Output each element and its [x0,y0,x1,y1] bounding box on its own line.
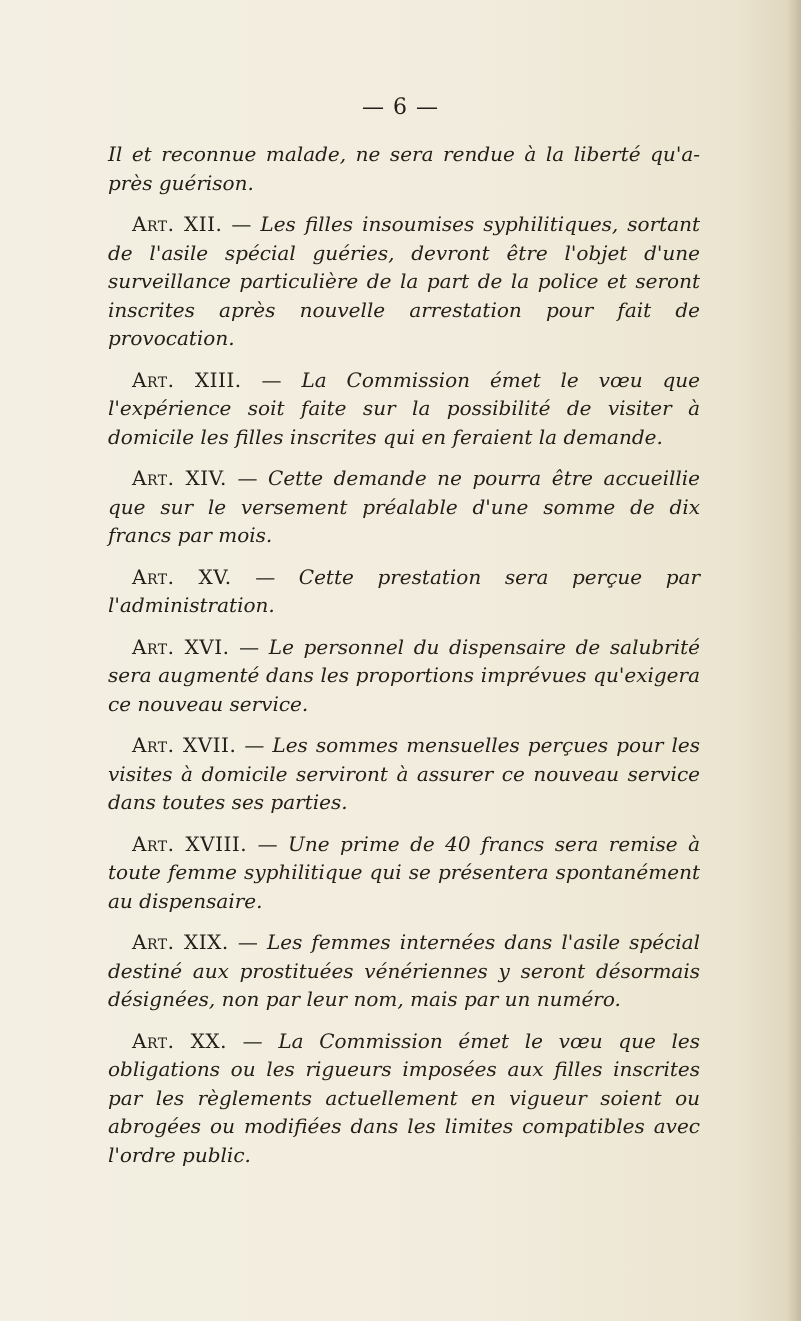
article-separator: — [261,367,282,392]
article-paragraph [108,210,700,353]
article-label: Art. XVII. [132,733,237,757]
article-separator: — [239,634,260,659]
article-text: Les femmes internées dans l'asile spécial destiné aux prostituées vénériennes y seront désormais désignées, non par leur nom, mais par un numéro. [108,930,700,1011]
intro-paragraph [108,140,700,197]
article-separator: — [231,212,252,236]
article-text: Les sommes mensuelles perçues pour les visites à domicile serviront à assurer ce nouveau service dans toutes ses parties. [108,733,701,814]
body-text [108,140,700,1182]
page-number: — 6 — [362,95,439,120]
article-paragraph [108,366,700,452]
article-text: Une prime de 40 francs sera remise à toute femme syphilitique qui se présentera spontanément au dispensaire. [108,831,700,913]
article-text: Le personnel du dispensaire de salubrité sera augmenté dans les proportions imprévues qu'exigera ce nouveau service. [108,634,700,716]
article-label: Art. XIX. [132,930,229,954]
article-label: Art. XIV. [132,466,227,490]
article-paragraph [108,928,700,1014]
article-paragraph [108,464,700,550]
intro-text: Il et reconnue malade, ne sera rendue à la liberté qu'a-près guérison. [108,142,700,195]
article-text: Les filles insoumises syphilitiques, sortant de l'asile spécial guéries, devront être l'objet d'une surveillance particulière de la part de la police et seront inscrites après nouvelle arrestation pour fait de provocation. [108,212,701,350]
article-label: Art. XVI. [132,634,230,659]
article-label: Art. XX. [132,1028,227,1053]
article-label: Art. XVIII. [132,831,248,856]
article-text: La Commission émet le vœu que les obligations ou les rigueurs imposées aux filles inscrites par les règlements actuellement en vigueur soient ou abrogées ou modifiées dans les limites compatibles avec l'ordre public. [108,1028,701,1167]
article-text: Cette prestation sera perçue par l'administration. [108,564,701,617]
article-label: Art. XII. [132,212,223,236]
article-paragraph [108,830,700,916]
article-paragraph [108,633,700,719]
article-paragraph [108,731,700,817]
article-separator: — [237,466,258,490]
article-label: Art. XIII. [132,367,242,392]
article-text: La Commission émet le vœu que l'expérience soit faite sur la possibilité de visiter à domicile les filles inscrites qui en feraient la demande. [108,367,701,449]
article-separator: — [257,831,278,856]
article-label: Art. XV. [132,564,232,589]
article-paragraph [108,563,700,620]
article-separator: — [242,1028,263,1053]
article-paragraph [108,1027,700,1170]
article-separator: — [237,930,258,954]
article-text: Cette demande ne pourra être accueillie que sur le versement préalable d'une somme de dix francs par mois. [108,466,701,547]
article-separator: — [244,733,265,757]
article-separator: — [255,564,276,589]
page-edge-shadow [787,0,801,1321]
